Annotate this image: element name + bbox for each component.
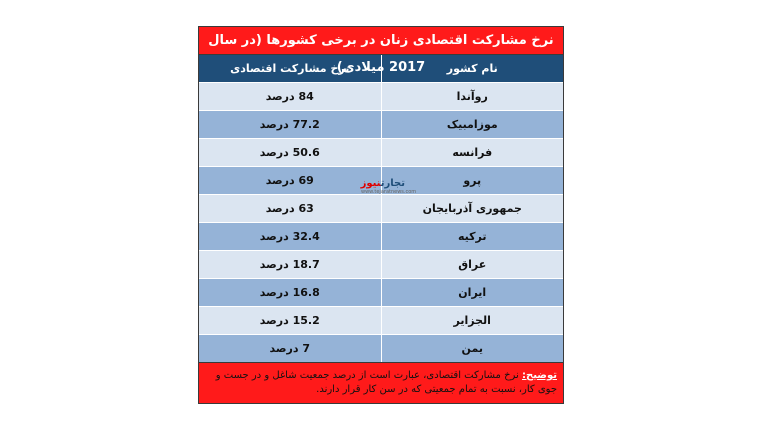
logo-part2: نیوز [360, 178, 381, 189]
table-note [199, 362, 563, 403]
table-row [199, 278, 563, 306]
table-row [199, 138, 563, 166]
cell-rate: 18.7 درصد [259, 258, 320, 271]
table-row [199, 334, 563, 362]
cell-country: فرانسه [381, 139, 564, 166]
cell-rate: 69 درصد [265, 174, 314, 187]
table-row [199, 110, 563, 138]
cell-country: الجزایر [381, 307, 564, 334]
cell-country: یمن [381, 335, 564, 362]
cell-country: ایران [381, 279, 564, 306]
cell-rate: 63 درصد [265, 202, 314, 215]
header-rate: نرخ مشارکت اقتصادی [230, 62, 350, 75]
cell-rate: 77.2 درصد [259, 118, 320, 131]
watermark-logo [360, 178, 417, 196]
cell-rate: 15.2 درصد [259, 314, 320, 327]
table-row [199, 306, 563, 334]
logo-part1: تجارت [380, 178, 405, 189]
table-row [199, 222, 563, 250]
cell-rate: 84 درصد [265, 90, 314, 103]
logo-sub: www.tejaratnews.com [361, 189, 417, 195]
cell-country: موزامبیک [381, 111, 564, 138]
cell-rate: 7 درصد [269, 342, 310, 355]
note-label: توضیح: [522, 370, 557, 381]
cell-country: جمهوری آذربایجان [381, 195, 564, 222]
cell-country: عراق [381, 251, 564, 278]
cell-country: پرو [381, 167, 564, 194]
cell-rate: 32.4 درصد [259, 230, 320, 243]
cell-rate: 50.6 درصد [259, 146, 320, 159]
table-row [199, 82, 563, 110]
header-country: نام کشور [381, 55, 564, 82]
table-header [199, 55, 563, 82]
table-title: نرخ مشارکت اقتصادی زنان در برخی کشورها (در سال 2017 میلادی) [199, 27, 563, 55]
cell-country: روآندا [381, 83, 564, 110]
cell-country: ترکیه [381, 223, 564, 250]
table-row [199, 250, 563, 278]
note-text: نرخ مشارکت اقتصادی، عبارت است از درصد جمعیت شاغل و در جست و جوی کار، نسبت به تمام جمعیتی که در سن کار قرار دارند. [215, 370, 557, 395]
data-table [198, 26, 564, 404]
cell-rate: 16.8 درصد [259, 286, 320, 299]
table-row [199, 194, 563, 222]
